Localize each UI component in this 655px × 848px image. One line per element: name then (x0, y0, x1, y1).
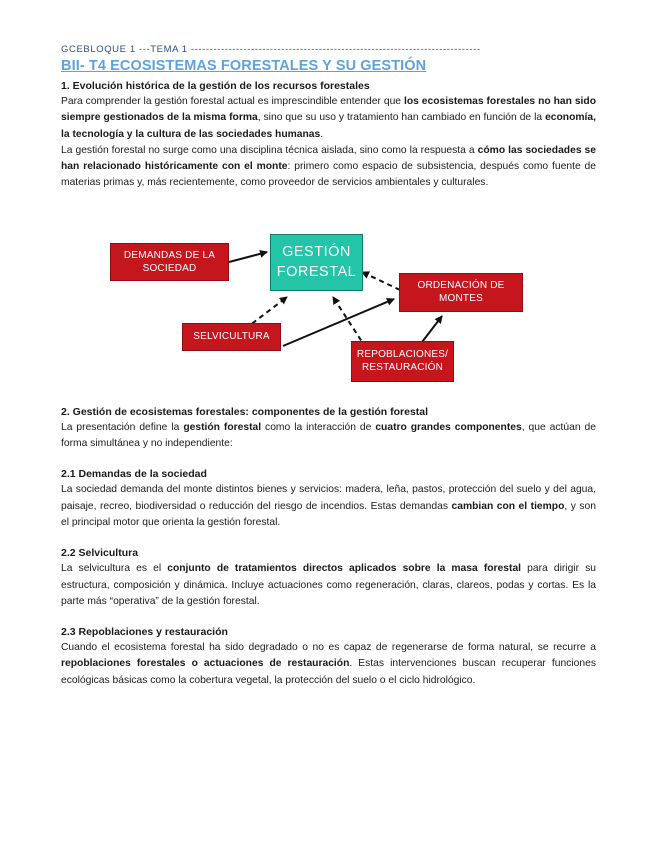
document-page (61, 44, 596, 689)
section-1-paragraph-1: Para comprender la gestión forestal actual es imprescindible entender que los ecosistemas forestales no han sido siempre gestionados de la misma forma, sino que su uso y tratamiento han cambiado en función de la economía, la tecnología y la cultura de las sociedades humanas. (61, 96, 596, 140)
document-header: GCEBLOQUE 1 ---TEMA 1 ----------------------------------------------------------------------------- (61, 44, 481, 55)
section-2-2-heading: 2.2 Selvicultura (61, 547, 139, 560)
ordenacion-montes-box: ORDENACIÓN DE MONTES (399, 273, 523, 312)
section-2-3-heading: 2.3 Repoblaciones y restauración (61, 626, 228, 639)
bold-text-run: cómo las sociedades se han relacionado históricamente con el monte (61, 144, 597, 173)
forest-management-diagram (61, 196, 596, 401)
gestion-forestal-box: GESTIÓN FORESTAL (270, 234, 363, 291)
section-2-paragraph: La presentación define la gestión forestal como la interacción de cuatro grandes componentes, que actúan de forma simultánea y no independiente: (61, 421, 597, 450)
section-2-heading: 2. Gestión de ecosistemas forestales: componentes de la gestión forestal (61, 405, 429, 418)
section-1-paragraph-2: La gestión forestal no surge como una disciplina técnica aislada, sino como la respuesta a cómo las sociedades se han relacionado históricamente con el monte: primero como espacio de subsistencia, después como fuente de materias primas y, más recientemente, como proveedor de servicios ambientales y culturales. (61, 144, 597, 189)
bold-text-run: economía, la tecnología y la cultura de las sociedades humanas (61, 112, 596, 140)
bold-text-run: conjunto de tratamientos directos aplicados sobre la masa forestal (167, 563, 522, 575)
bold-text-run: cuatro grandes componentes (375, 421, 522, 433)
section-2-1-paragraph: La sociedad demanda del monte distintos bienes y servicios: madera, leña, pastos, protección del suelo y del agua, paisaje, recreo, biodiversidad o reducción del riesgo de incendios. Estas demandas cambian con el tiempo, y son el principal motor que orienta la gestión forestal. (61, 484, 596, 528)
arrow-selvicultura-to-ordenacion (283, 299, 394, 346)
arrow-ordenacion-to-gestion (362, 272, 400, 290)
bold-text-run: los ecosistemas forestales no han sido siempre gestionados de la misma forma (61, 96, 596, 124)
bold-text-run: gestión forestal (183, 421, 262, 433)
bold-text-run: cambian con el tiempo (451, 500, 565, 512)
arrow-demandas-to-gestion (229, 252, 267, 262)
demandas-sociedad-box: DEMANDAS DE LA SOCIEDAD (110, 243, 229, 281)
section-1-heading: 1. Evolución histórica de la gestión de los recursos forestales (61, 80, 370, 92)
repoblaciones-restauracion-box: REPOBLACIONES/ RESTAURACIÓN (351, 341, 454, 382)
section-2-2-paragraph: La selvicultura es el conjunto de tratamientos directos aplicados sobre la masa forestal para dirigir su estructura, composición y dinámica. Incluye actuaciones como regeneración, claras, clareos, podas y cortas. Es la parte más “operativa” de la gestión forestal. (61, 563, 596, 607)
bold-text-run: repoblaciones forestales o actuaciones de restauración (61, 658, 350, 670)
selvicultura-box: SELVICULTURA (182, 323, 281, 351)
document-title: BII- T4 ECOSISTEMAS FORESTALES Y SU GESTIÓN (61, 58, 427, 74)
section-2-1-heading: 2.1 Demandas de la sociedad (61, 468, 207, 481)
section-2-3-paragraph: Cuando el ecosistema forestal ha sido degradado o no es capaz de regenerarse de forma natural, se recurre a repoblaciones forestales o actuaciones de restauración. Estas intervenciones buscan recuperar funciones ecológicas básicas como la cobertura vegetal, la protección del suelo o el ciclo hidrológico. (61, 642, 596, 686)
